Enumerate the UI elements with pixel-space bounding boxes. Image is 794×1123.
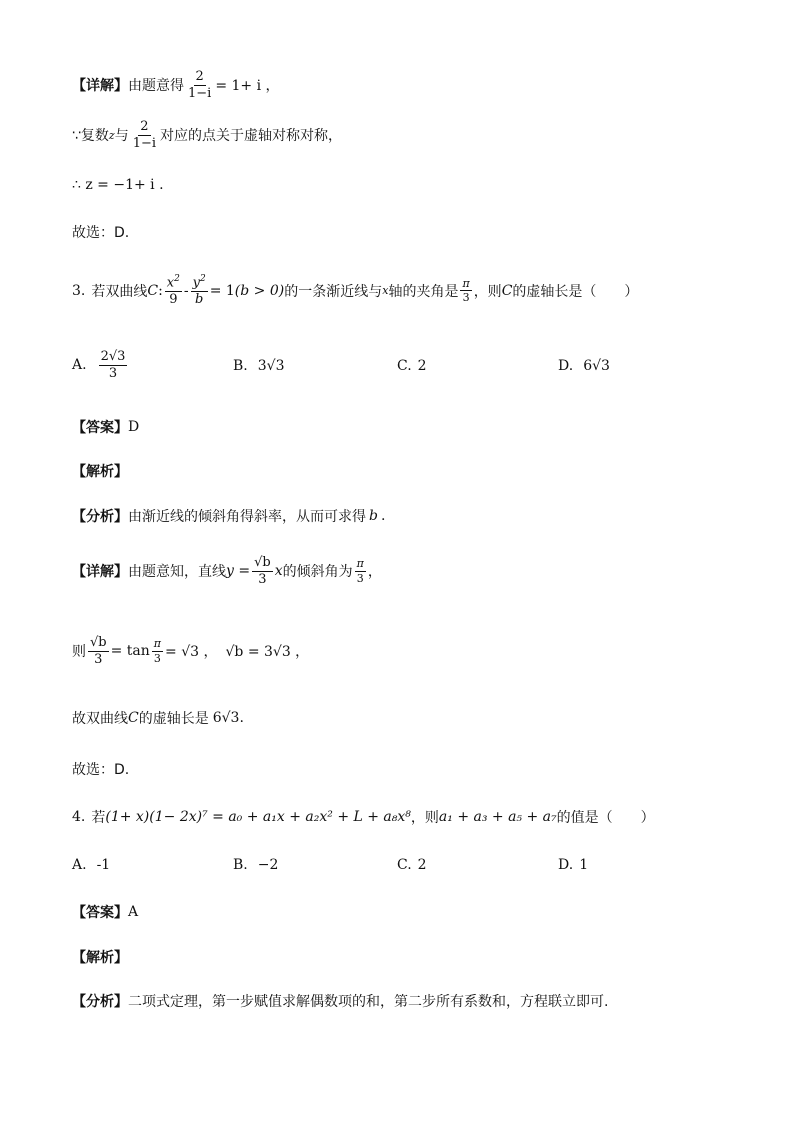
detail-3 [72, 556, 382, 586]
answer-3 [72, 417, 139, 437]
option-label: B. [233, 358, 248, 374]
fraction-denominator: 3 [258, 571, 267, 587]
line-suffix: 对应的点关于虚轴对称对称， [160, 128, 343, 145]
conclusion-value: 6√3 [212, 710, 240, 726]
fraction [99, 350, 128, 380]
fraction-y2-b [191, 275, 208, 307]
option-label: D. [558, 358, 574, 374]
result-text: ∴ z = −1+ i . [72, 177, 164, 193]
option-a [72, 857, 110, 873]
fraction-numerator: 2 [195, 69, 204, 84]
conclusion-line [72, 708, 244, 728]
question-prefix: 若 [91, 810, 106, 826]
question-post: ，则 [473, 283, 502, 300]
option-d [558, 857, 588, 873]
reasoning-3 [72, 506, 385, 526]
answer-4 [72, 902, 138, 922]
variable-z: z [108, 128, 115, 142]
fraction-denominator: b [194, 291, 204, 307]
fraction-numerator: $x^2$ [166, 274, 180, 291]
equals-tan: = tan [110, 643, 150, 660]
fraction-denominator: 3 [108, 365, 118, 381]
result-2: √b = 3√3 ， [225, 644, 310, 661]
fraction-denominator: 9 [169, 291, 178, 307]
line-mid: 与 [114, 128, 129, 145]
fraction-denominator: 1−i [188, 85, 212, 101]
option-label: A. [72, 857, 87, 873]
comma: ， [367, 564, 382, 581]
question-4 [72, 807, 655, 827]
choose-line-3 [72, 759, 129, 779]
equation-rhs: = 1+ i ， [215, 78, 280, 95]
option-value: 2 [417, 358, 427, 374]
option-label: B. [233, 857, 248, 873]
expansion-expression: (1+ x)(1− 2x)⁷ = a₀ + a₁x + a₂x² + L + a₈x⁸ [105, 809, 411, 825]
variable-b: b [369, 508, 378, 524]
fraction-numerator: π [462, 276, 470, 290]
question-mid: 的一条渐近线与 [284, 283, 383, 300]
answer-value: D [128, 419, 140, 435]
curve-c: C [128, 710, 139, 726]
minus-sign: - [183, 282, 189, 299]
fraction-numerator: π [153, 637, 162, 651]
conclusion-mid: 的虚轴长是 [138, 711, 209, 727]
reasoning-text: 二项式定理，第一步赋值求解偶数项的和，第二步所有系数和，方程联立即可. [128, 994, 609, 1010]
detail-text: 由题意知，直线 [128, 564, 226, 581]
detail-line-2 [72, 120, 342, 150]
fraction-numerator: π [356, 557, 364, 571]
answer-value: A [128, 904, 139, 920]
sum-expression: a₁ + a₃ + a₅ + a₇ [438, 809, 557, 825]
option-value: -1 [96, 857, 111, 873]
line-y: y = [226, 563, 251, 580]
fraction [131, 120, 158, 150]
question-mid-2: 轴的夹角是 [388, 283, 459, 300]
option-value: −2 [257, 857, 279, 873]
equals-one: = 1 [209, 282, 235, 299]
option-label: C. [397, 358, 412, 374]
question-3 [72, 275, 638, 307]
detail-tag: 【详解】 [72, 564, 128, 581]
option-a [72, 350, 129, 380]
reasoning-tag: 【分析】 [72, 509, 128, 525]
fraction-numerator: √b [254, 555, 271, 570]
question-post: 的值是（ ） [556, 810, 655, 826]
fraction [252, 556, 273, 586]
reasoning-4 [72, 991, 608, 1011]
option-label: A. [72, 357, 87, 374]
option-value: 1 [579, 857, 589, 873]
fraction-numerator: 2 [140, 119, 149, 134]
detail-line-1 [72, 70, 280, 100]
analysis-4 [72, 947, 128, 967]
question-post-2: 的虚轴长是（ ） [512, 283, 639, 300]
option-value: 3√3 [257, 358, 285, 374]
then-line [72, 636, 309, 666]
fraction-numerator: $y^2$ [192, 274, 206, 291]
fraction-denominator: 3 [94, 651, 103, 667]
question-prefix: 若双曲线 [91, 283, 148, 300]
question-mid: ，则 [410, 810, 439, 826]
fraction-x2-9 [165, 275, 182, 307]
option-value: 2 [417, 857, 427, 873]
fraction-denominator: 3 [356, 571, 364, 585]
variable-x: x [382, 284, 389, 298]
answer-tag: 【答案】 [72, 420, 128, 436]
colon: : [158, 282, 163, 299]
option-value: 6√3 [583, 358, 610, 374]
detail-line-3 [72, 177, 164, 193]
answer-tag: 【答案】 [72, 905, 128, 921]
question-number: 3. [72, 282, 86, 299]
detail-mid: 的倾斜角为 [282, 564, 353, 581]
analysis-tag: 【解析】 [72, 950, 128, 966]
curve-c: C [147, 282, 159, 299]
fraction-denominator: 1−i [132, 135, 157, 151]
option-label: C. [397, 857, 412, 873]
result-1: = √3 ， [165, 644, 218, 661]
fraction-numerator: √b [90, 635, 107, 650]
question-number: 4. [72, 809, 86, 825]
option-b [233, 358, 285, 374]
fraction-denominator: 3 [462, 291, 470, 305]
option-b [233, 857, 278, 873]
fraction-pi-3 [460, 278, 471, 304]
analysis-3 [72, 461, 128, 481]
fraction-denominator: 3 [153, 651, 161, 665]
fraction-pi-3 [355, 558, 366, 584]
fraction-pi-3 [152, 638, 163, 664]
line-prefix: ∵复数 [72, 128, 109, 145]
conclusion-prefix: 故双曲线 [72, 711, 128, 727]
detail-text: 由题意得 [128, 78, 184, 95]
reasoning-text: 由渐近线的倾斜角得斜率，从而可求得 [128, 509, 366, 525]
detail-tag: 【详解】 [72, 78, 128, 95]
option-c [397, 857, 427, 873]
fraction [88, 636, 109, 666]
fraction [186, 70, 213, 100]
condition: (b > 0) [234, 282, 285, 299]
option-d [558, 358, 610, 374]
period: . [380, 508, 386, 524]
choose-line [72, 222, 129, 242]
variable-x: x [274, 563, 283, 580]
curve-c: C [501, 282, 513, 299]
option-label: D. [558, 857, 574, 873]
choose-text: 故选：D. [72, 762, 130, 778]
analysis-tag: 【解析】 [72, 464, 128, 480]
period: . [239, 710, 244, 726]
fraction-numerator: 2√3 [100, 349, 126, 364]
then-prefix: 则 [72, 644, 86, 661]
reasoning-tag: 【分析】 [72, 994, 128, 1010]
choose-text: 故选：D. [72, 225, 130, 241]
option-c [397, 358, 427, 374]
